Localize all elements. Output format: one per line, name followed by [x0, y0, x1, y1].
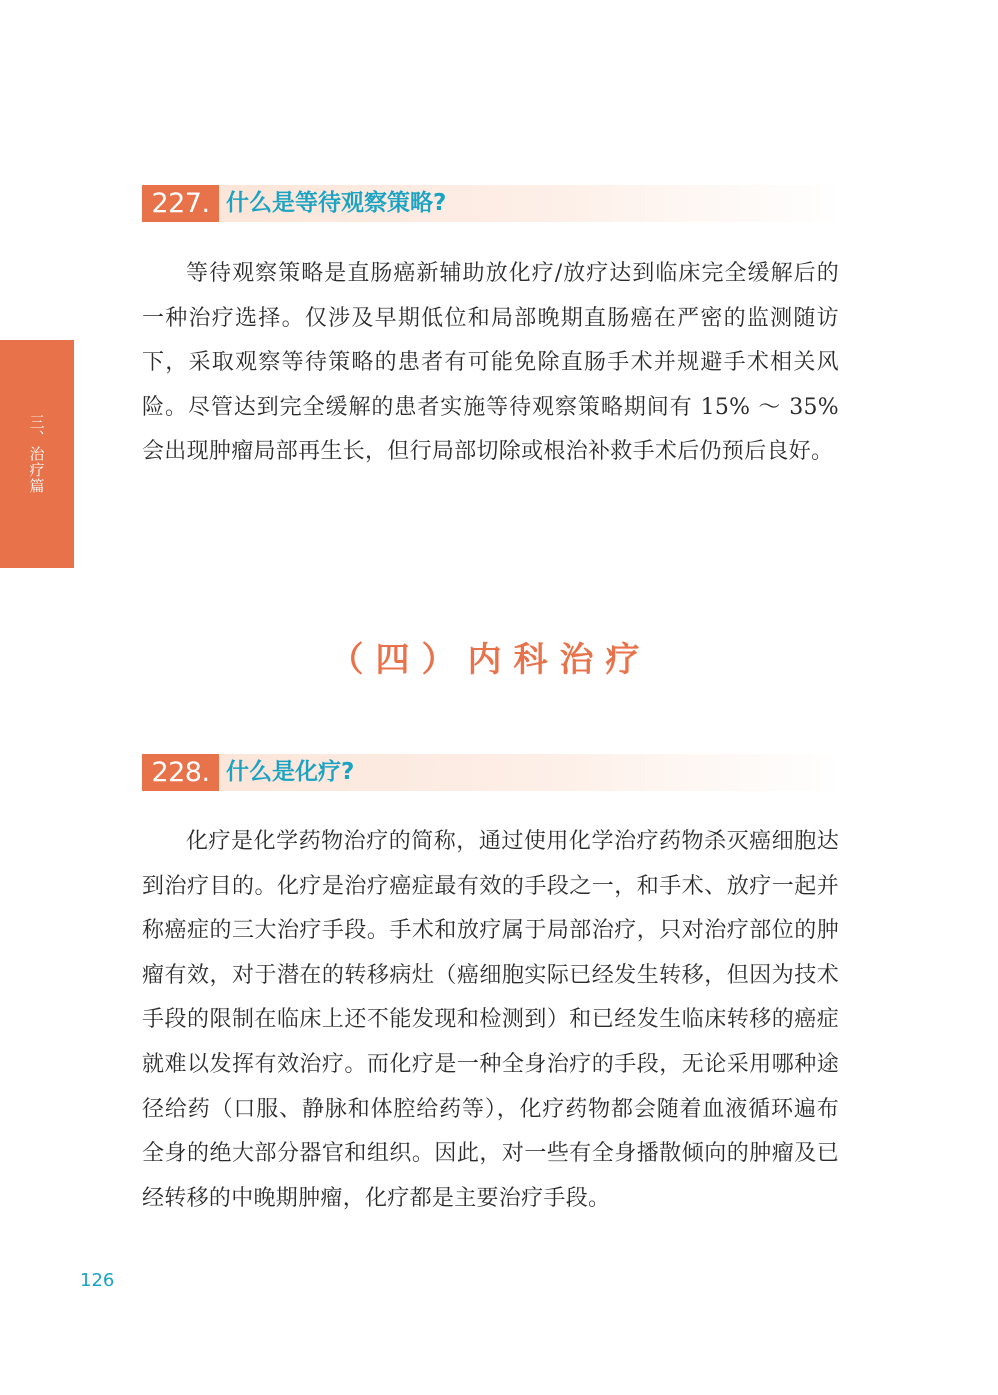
- question-228-header: [142, 754, 842, 791]
- question-227-answer: 等待观察策略是直肠癌新辅助放化疗/放疗达到临床完全缓解后的一种治疗选择。仅涉及早期低位和局部晚期直肠癌在严密的监测随访下，采取观察等待策略的患者有可能免除直肠手术并规避手术相关风险。尽管达到完全缓解的患者实施等待观察策略期间有 15% ～ 35% 会出现肿瘤局部再生长，但行局部切除或根治补救手术后仍预后良好。: [142, 261, 839, 465]
- chapter-side-tab: [0, 340, 74, 568]
- section-title: （四）内科治疗: [329, 640, 652, 680]
- question-227-number: 227.: [142, 185, 219, 222]
- question-227-title: 什么是等待观察策略?: [226, 190, 447, 216]
- chapter-side-tab-label: 三、治疗篇: [27, 414, 46, 494]
- question-228-number: 228.: [142, 754, 219, 791]
- question-228-answer: 化疗是化学药物治疗的简称，通过使用化学治疗药物杀灭癌细胞达到治疗目的。化疗是治疗癌症最有效的手段之一，和手术、放疗一起并称癌症的三大治疗手段。手术和放疗属于局部治疗，只对治疗部位的肿瘤有效，对于潜在的转移病灶（癌细胞实际已经发生转移，但因为技术手段的限制在临床上还不能发现和检测到）和已经发生临床转移的癌症就难以发挥有效治疗。而化疗是一种全身治疗的手段，无论采用哪种途径给药（口服、静脉和体腔给药等），化疗药物都会随着血液循环遍布全身的绝大部分器官和组织。因此，对一些有全身播散倾向的肿瘤及已经转移的中晚期肿瘤，化疗都是主要治疗手段。: [142, 829, 839, 1211]
- page-number: 126: [80, 1270, 115, 1291]
- question-228-title: 什么是化疗?: [226, 759, 355, 785]
- question-227-header: [142, 185, 842, 222]
